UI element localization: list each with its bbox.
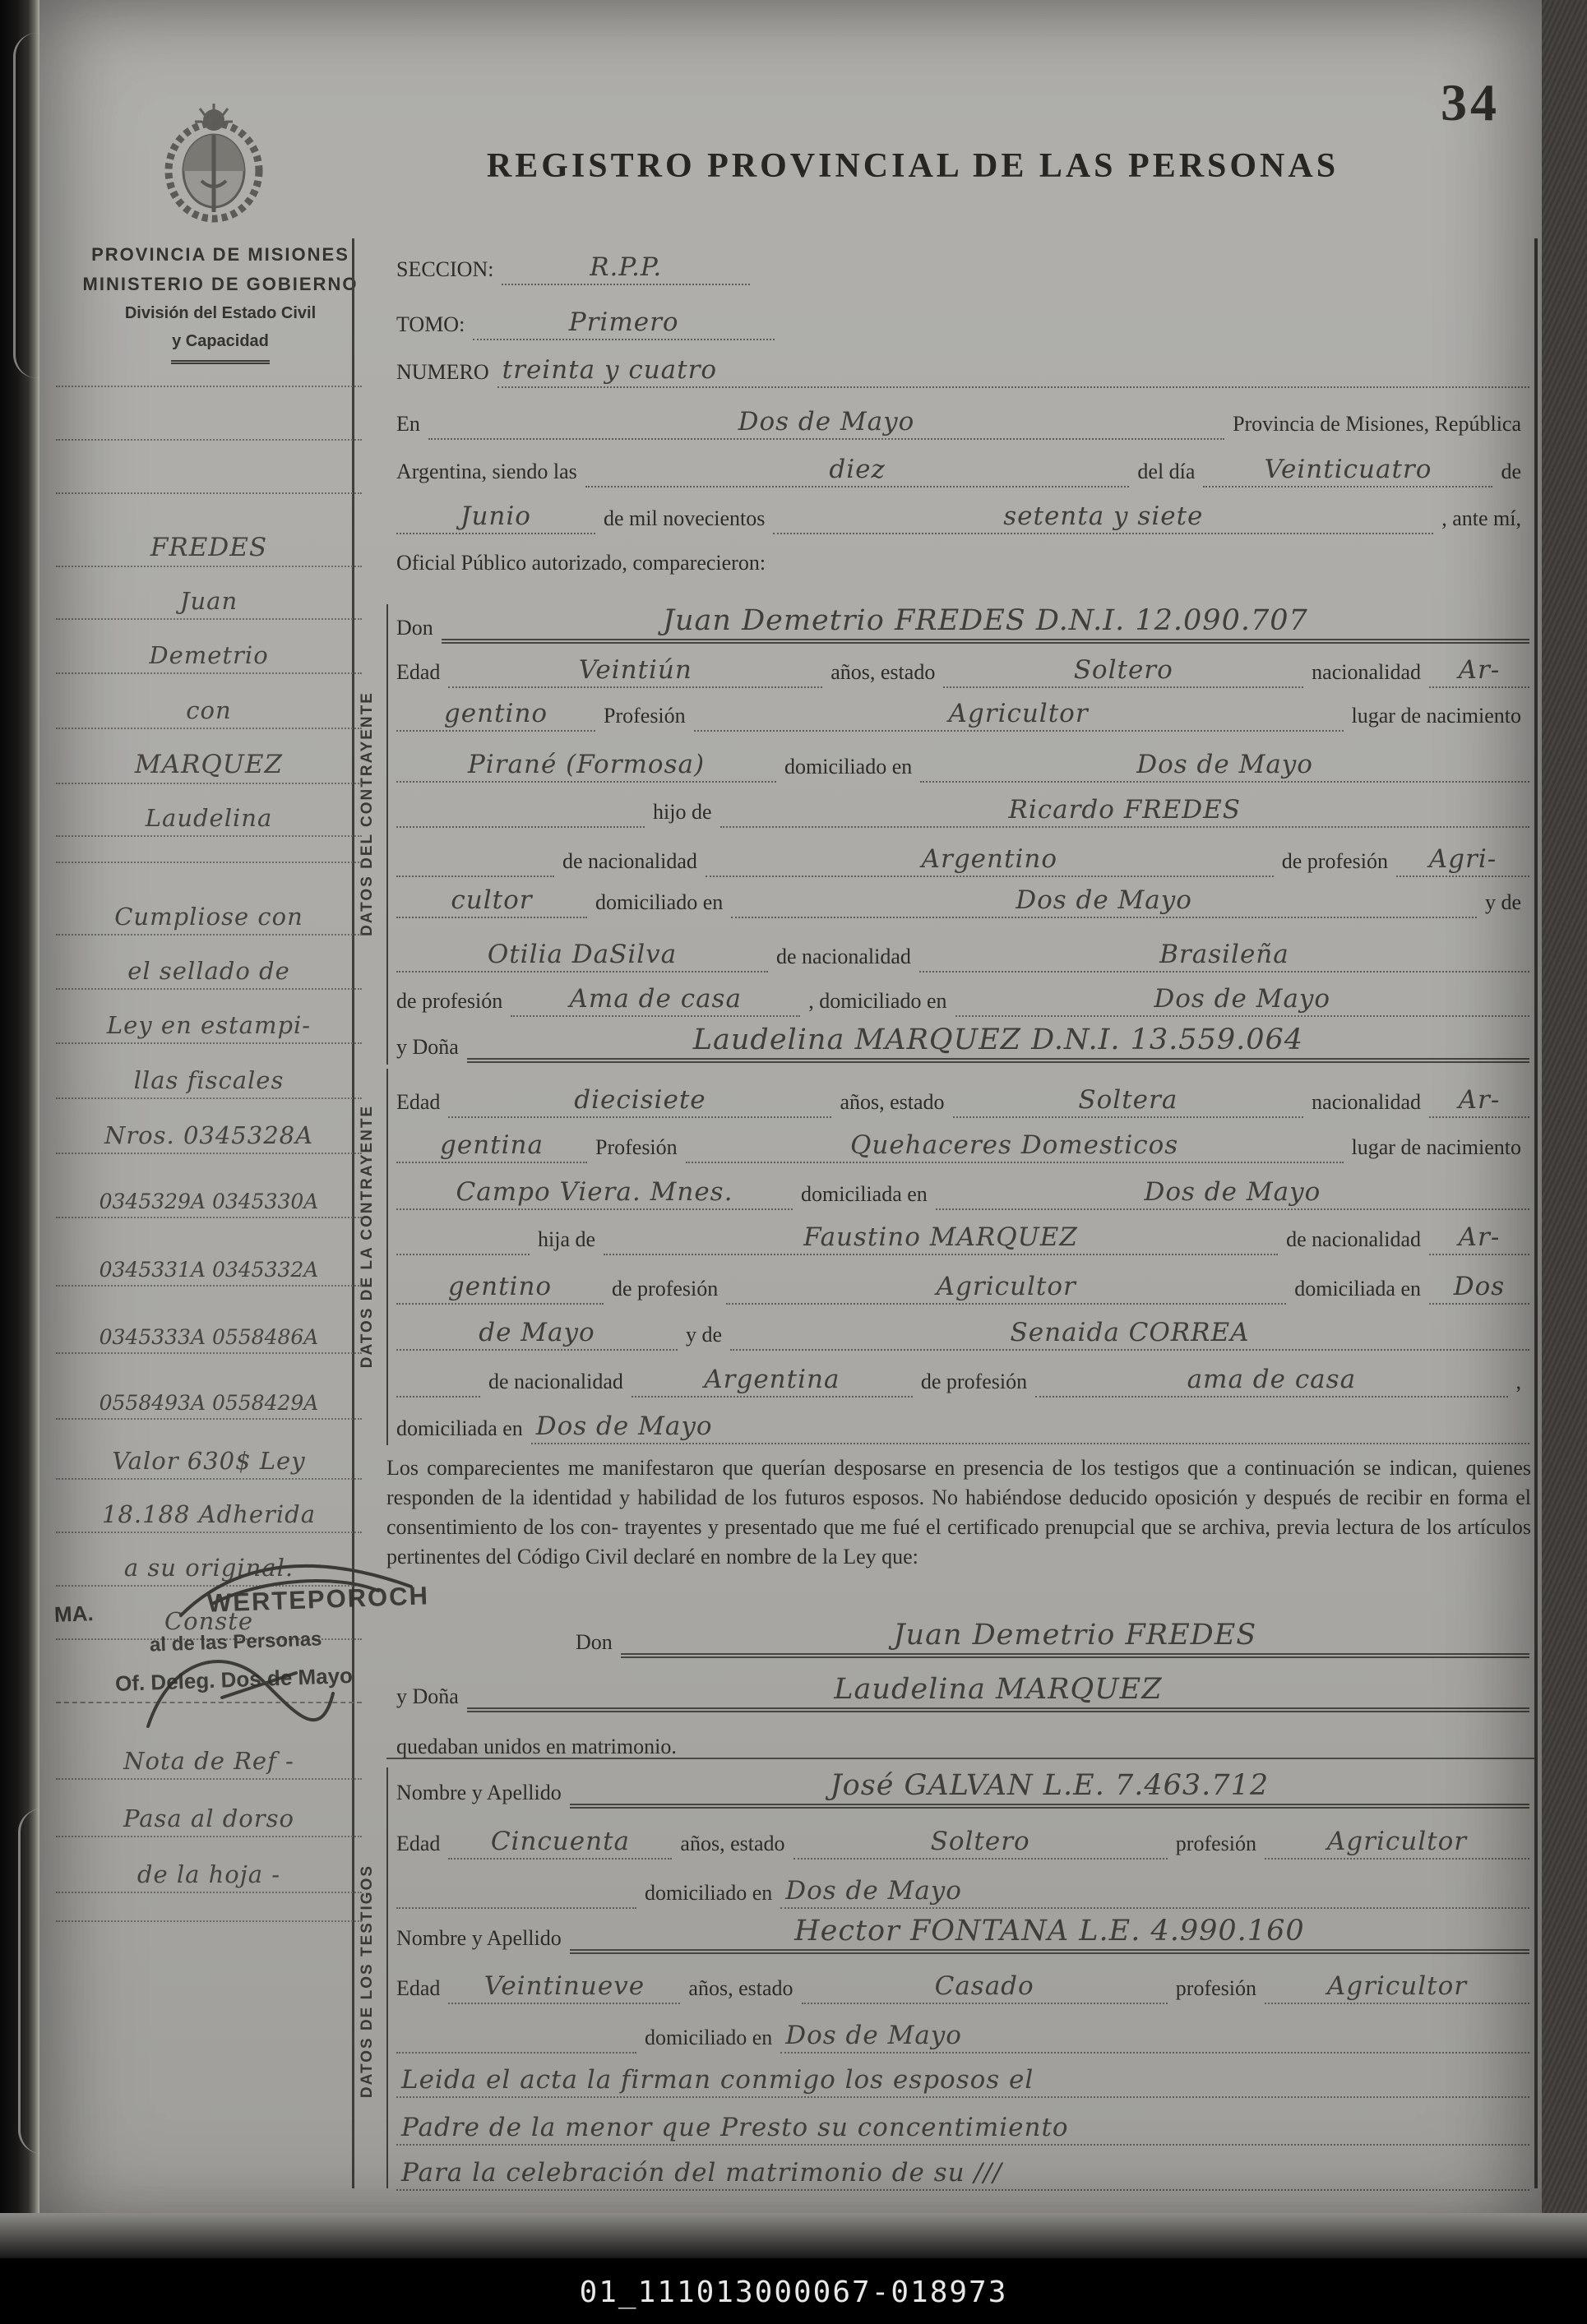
handwritten-value: Agricultor (1265, 1971, 1529, 2004)
printed-text: de profesión (612, 1277, 719, 1301)
margin-ref-line: Pasa al dorso (56, 1804, 362, 1837)
printed-text: hijo de (653, 800, 712, 824)
margin-blank-line (56, 489, 362, 494)
bride-section-bracket (386, 1069, 388, 1445)
margin-seal-line: Ley en estampi- (56, 1011, 362, 1044)
printed-text: lugar de nacimiento (1351, 1135, 1521, 1159)
handwritten-value: Quehaceres Domesticos (686, 1130, 1344, 1163)
handwritten-value: Otilia DaSilva (396, 940, 768, 973)
printed-text: de nacionalidad (776, 945, 911, 968)
handwritten-value: Dos de Mayo (428, 407, 1224, 440)
declaration-line: Los comparecientes me manifestaron que querían desposarse en presencia de los testigos que a (386, 1456, 1237, 1480)
form-line (396, 930, 1529, 973)
printed-text: Provincia de Misiones, República (1233, 412, 1521, 436)
seccion-value: R.P.P. (502, 252, 750, 285)
handwritten-value: Dos de Mayo (955, 984, 1530, 1017)
printed-text: Edad (396, 1976, 441, 2000)
printed-text: y Doña (396, 1684, 459, 1708)
handwritten-value: Agricultor (726, 1272, 1286, 1305)
margin-ref-line: de la hoja - (56, 1860, 362, 1893)
handwritten-value: Veintinueve (448, 1971, 680, 2004)
printed-text: Edad (396, 660, 441, 684)
scan-code-text: 01_111013000067-018973 (579, 2275, 1008, 2309)
blank-ruled-segment (396, 1252, 530, 1255)
printed-text: Edad (396, 1832, 441, 1855)
margin-caption-line: Juan (56, 587, 362, 620)
printed-text: nacionalidad (1312, 1090, 1422, 1114)
section-label-bride: DATOS DE LA CONTRAYENTE (359, 1104, 376, 1369)
declaration-line: los artículos pertinentes del Código Civil declaré en nombre de la Ley que: (386, 1515, 1532, 1569)
official-stamp-name: WERTEPOROCH (206, 1581, 430, 1618)
margin-seal-line: el sellado de (56, 957, 362, 990)
margin-blank-line (56, 1917, 362, 1922)
letterhead-line3: División del Estado Civil (124, 304, 317, 322)
margin-seal-line: a su original. (56, 1554, 362, 1587)
form-line (396, 1167, 1529, 1210)
official-stamp-delegation: Of. Deleg. Dos de Mayo (114, 1662, 354, 1697)
handwritten-closing: Padre de la menor que Presto su concentimiento (396, 2113, 1529, 2146)
bride-name-value: Laudelina MARQUEZ (467, 1673, 1529, 1712)
seccion-row (396, 243, 750, 285)
handwritten-value: Argentina (632, 1365, 913, 1398)
handwritten-value: de Mayo (396, 1318, 678, 1351)
margin-seal-line: 0345333A 0558486A (56, 1325, 362, 1354)
handwritten-value: diecisiete (448, 1085, 831, 1118)
margin-seal-line: Valor 630$ Ley (56, 1447, 362, 1480)
printed-text: de nacionalidad (562, 849, 697, 873)
numero-label: NUMERO (396, 360, 489, 384)
handwritten-value: Junio (396, 501, 595, 534)
handwritten-value: gentino (396, 699, 595, 732)
handwritten-value: Dos de Mayo (531, 1411, 1529, 1444)
printed-text: de nacionalidad (1286, 1227, 1421, 1251)
margin-caption-line: MARQUEZ (56, 750, 362, 784)
blank-ruled-segment (396, 1394, 480, 1398)
declaration-paragraph (386, 1453, 1531, 1572)
margin-caption-line: Laudelina (56, 804, 362, 837)
handwritten-value: Dos (1429, 1272, 1529, 1305)
form-line (396, 536, 1529, 579)
printed-text: de profesión (920, 1370, 1028, 1393)
closing-line (396, 2148, 1529, 2191)
handwritten-value: Veintiún (448, 655, 822, 688)
printed-text: años, estado (840, 1090, 945, 1114)
handwritten-value: gentino (396, 1272, 604, 1305)
handwritten-value: Dos de Mayo (920, 750, 1529, 783)
form-line (396, 1866, 1529, 1909)
printed-text: del día (1137, 460, 1196, 483)
margin-seal-line: llas fiscales (56, 1066, 362, 1099)
printed-text: de profesión (1281, 849, 1388, 873)
marriage-bride-line (396, 1670, 1529, 1712)
page-curl-edge (18, 1809, 42, 2154)
handwritten-value: diez (585, 455, 1130, 487)
handwritten-closing: Leida el acta la firman conmigo los esposos el (396, 2065, 1529, 2098)
form-line (396, 492, 1529, 534)
form-line (396, 1262, 1529, 1305)
printed-text: años, estado (680, 1832, 785, 1855)
handwritten-value: Campo Viera. Mnes. (396, 1177, 793, 1210)
witness2-name-value: Hector FONTANA L.E. 4.990.160 (570, 1915, 1529, 1954)
tomo-label: TOMO: (396, 312, 465, 336)
printed-text: domiciliada en (1294, 1277, 1421, 1301)
section-label-witnesses: DATOS DE LOS TESTIGOS (359, 1864, 376, 2099)
handwritten-value: Ricardo FREDES (720, 795, 1530, 828)
printed-text: años, estado (688, 1976, 794, 2000)
blank-ruled-segment (396, 2050, 636, 2054)
margin-seal-line: 18.188 Adherida (56, 1500, 362, 1533)
handwritten-value: Agri- (1396, 844, 1529, 877)
handwritten-value: Faustino MARQUEZ (604, 1222, 1278, 1255)
handwritten-value: Argentino (706, 844, 1274, 877)
form-line (396, 2011, 1529, 2054)
handwritten-value: Veinticuatro (1203, 455, 1492, 487)
printed-text: domiciliada en (396, 1416, 523, 1440)
closing-line (396, 2055, 1529, 2098)
argentina-coat-of-arms (152, 89, 275, 224)
form-line (396, 740, 1529, 783)
handwritten-value: Cincuenta (448, 1827, 672, 1860)
form-line (396, 1308, 1529, 1351)
section-label-groom: DATOS DEL CONTRAYENTE (359, 691, 376, 936)
handwritten-value: Agricultor (1265, 1827, 1529, 1860)
handwritten-value: Dos de Mayo (780, 1876, 1529, 1909)
printed-text: domiciliado en (595, 890, 724, 914)
numero-row (396, 345, 1529, 388)
handwritten-value: Dos de Mayo (780, 2021, 1529, 2054)
printed-text: , ante mí, (1441, 506, 1521, 530)
margin-caption-line: con (56, 696, 362, 729)
numero-value: treinta y cuatro (497, 355, 1529, 388)
printed-text: Nombre y Apellido (396, 1781, 562, 1804)
printed-text: y de (1484, 890, 1521, 914)
handwritten-value: setenta y siete (773, 501, 1433, 534)
handwritten-value: gentina (396, 1130, 587, 1163)
declaration-line: trayentes y presentado que me fué el certificado prenupcial que se archiva, previa lectura de (624, 1515, 1421, 1539)
margin-seal-line: 0345331A 0345332A (56, 1258, 362, 1287)
form-line (396, 645, 1529, 688)
printed-text: de (1501, 460, 1521, 483)
printed-text: y de (686, 1323, 723, 1347)
printed-text: de profesión (396, 989, 503, 1013)
letterhead-rule (171, 360, 270, 364)
margin-seal-line: Cumpliose con (56, 903, 362, 936)
handwritten-value: cultor (396, 885, 587, 918)
closing-line (396, 2103, 1529, 2146)
printed-text: Profesión (595, 1135, 678, 1159)
bride-name-line (396, 1020, 1529, 1063)
form-line (396, 445, 1529, 487)
form-line (396, 1355, 1529, 1398)
marriage-closing-line (396, 1720, 1529, 1763)
handwritten-value: Soltero (794, 1827, 1168, 1860)
printed-text: , (1515, 1370, 1521, 1393)
witness1-name-value: José GALVAN L.E. 7.463.712 (570, 1769, 1529, 1809)
form-line (396, 1120, 1529, 1163)
handwritten-value: Ama de casa (511, 984, 800, 1017)
form-line (396, 876, 1529, 918)
margin-caption-line: Demetrio (56, 641, 362, 674)
form-right-rule (1534, 238, 1538, 2188)
groom-name-value: Juan Demetrio FREDES D.N.I. 12.090.707 (442, 604, 1529, 644)
printed-text: de mil novecientos (604, 506, 766, 530)
bride-name-value: Laudelina MARQUEZ D.N.I. 13.559.064 (467, 1023, 1529, 1063)
printed-text: Edad (396, 1090, 441, 1114)
official-stamp-office: al de las Personas (149, 1628, 322, 1656)
groom-name-line (396, 601, 1529, 644)
printed-text: Argentina, siendo las (396, 460, 577, 483)
witness1-name-line (396, 1766, 1529, 1809)
official-stamp-fragment: MA. (53, 1601, 95, 1627)
margin-seal-line: Nros. 0345328A (56, 1121, 362, 1154)
declaration-line: continuación se indican, quienes responden de la identidad y habilidad de los futuros esposos. (386, 1456, 1532, 1509)
printed-text: hija de (538, 1227, 596, 1251)
printed-text: domiciliada en (801, 1182, 928, 1206)
witnesses-section-bracket (386, 1767, 388, 2188)
letterhead-line4: y Capacidad (172, 332, 269, 350)
form-line (396, 397, 1529, 440)
form-line (396, 1213, 1529, 1255)
book-bottom-edge (0, 2213, 1587, 2258)
printed-text: En (396, 412, 420, 436)
printed-text: Don (396, 616, 433, 640)
handwritten-value: Ar- (1429, 655, 1529, 688)
handwritten-value: Agricultor (694, 699, 1344, 732)
page-number: 34 (1441, 73, 1500, 132)
printed-text: domiciliado en (645, 1881, 773, 1905)
printed-text: Don (576, 1630, 613, 1654)
handwritten-value: Ar- (1429, 1222, 1529, 1255)
printed-text: Nombre y Apellido (396, 1926, 562, 1950)
margin-blank-line (56, 436, 362, 441)
printed-text: profesión (1175, 1832, 1256, 1855)
page-curl-edge (13, 33, 37, 378)
form-line (396, 1075, 1529, 1118)
tomo-value: Primero (473, 307, 775, 340)
handwritten-value: Brasileña (919, 940, 1529, 973)
printed-text: profesión (1175, 1976, 1256, 2000)
printed-text: de nacionalidad (488, 1370, 623, 1393)
blank-ruled-segment (396, 1906, 636, 1909)
officiant-signature (164, 1545, 436, 1636)
groom-name-value: Juan Demetrio FREDES (621, 1619, 1529, 1658)
form-line (396, 689, 1529, 732)
handwritten-value: Dos de Mayo (731, 885, 1477, 918)
margin-seal-line: Conste (56, 1607, 362, 1640)
witness2-name-line (396, 1911, 1529, 1954)
seccion-label: SECCION: (396, 257, 494, 281)
form-line (396, 1817, 1529, 1860)
declaration-line: No habiéndose deducido oposición y después de recibir en forma el consentimiento de los con- (386, 1485, 1531, 1539)
handwritten-value: Ar- (1429, 1085, 1529, 1118)
margin-blank-line (56, 858, 362, 863)
margin-seal-line: 0558493A 0558429A (56, 1391, 362, 1420)
marriage-groom-line (576, 1615, 1529, 1658)
printed-text: , domiciliado en (808, 989, 947, 1013)
handwritten-value: Soltero (943, 655, 1303, 688)
blank-ruled-segment (396, 825, 645, 828)
groom-section-bracket (386, 604, 388, 1065)
handwritten-value: Soltera (953, 1085, 1304, 1118)
margin-ref-line: Nota de Ref - (56, 1747, 362, 1780)
printed-text: lugar de nacimiento (1351, 704, 1521, 728)
margin-seal-line: 0345329A 0345330A (56, 1190, 362, 1218)
letterhead-line2: MINISTERIO DE GOBIERNO (82, 274, 359, 294)
letterhead (72, 240, 368, 364)
book-cover-edge (1542, 0, 1587, 2258)
form-line (396, 785, 1529, 828)
handwritten-closing: Para la celebración del matrimonio de su /// (396, 2158, 1529, 2191)
printed-text: domiciliado en (645, 2026, 773, 2049)
form-line (396, 1402, 1529, 1444)
printed-text: y Doña (396, 1035, 459, 1059)
handwritten-value: Casado (802, 1971, 1168, 2004)
printed-text: domiciliado en (784, 755, 913, 779)
form-line (396, 1961, 1529, 2004)
margin-blank-line (56, 382, 362, 387)
handwritten-value: Senaida CORREA (730, 1318, 1529, 1351)
handwritten-value: Dos de Mayo (936, 1177, 1529, 1210)
handwritten-value: Pirané (Formosa) (396, 750, 776, 783)
printed-text: quedaban unidos en matrimonio. (396, 1735, 677, 1758)
tomo-row (396, 298, 775, 340)
page-title: REGISTRO PROVINCIAL DE LAS PERSONAS (486, 147, 1339, 185)
printed-text: nacionalidad (1312, 660, 1422, 684)
handwritten-value: ama de casa (1035, 1365, 1507, 1398)
form-line (396, 834, 1529, 877)
letterhead-line1: PROVINCIA DE MISIONES (91, 244, 349, 265)
printed-text: Oficial Público autorizado, comparecieron: (396, 551, 766, 575)
margin-caption-line: FREDES (56, 533, 362, 567)
printed-text: Profesión (604, 704, 686, 728)
printed-text: años, estado (831, 660, 936, 684)
form-line (396, 974, 1529, 1017)
